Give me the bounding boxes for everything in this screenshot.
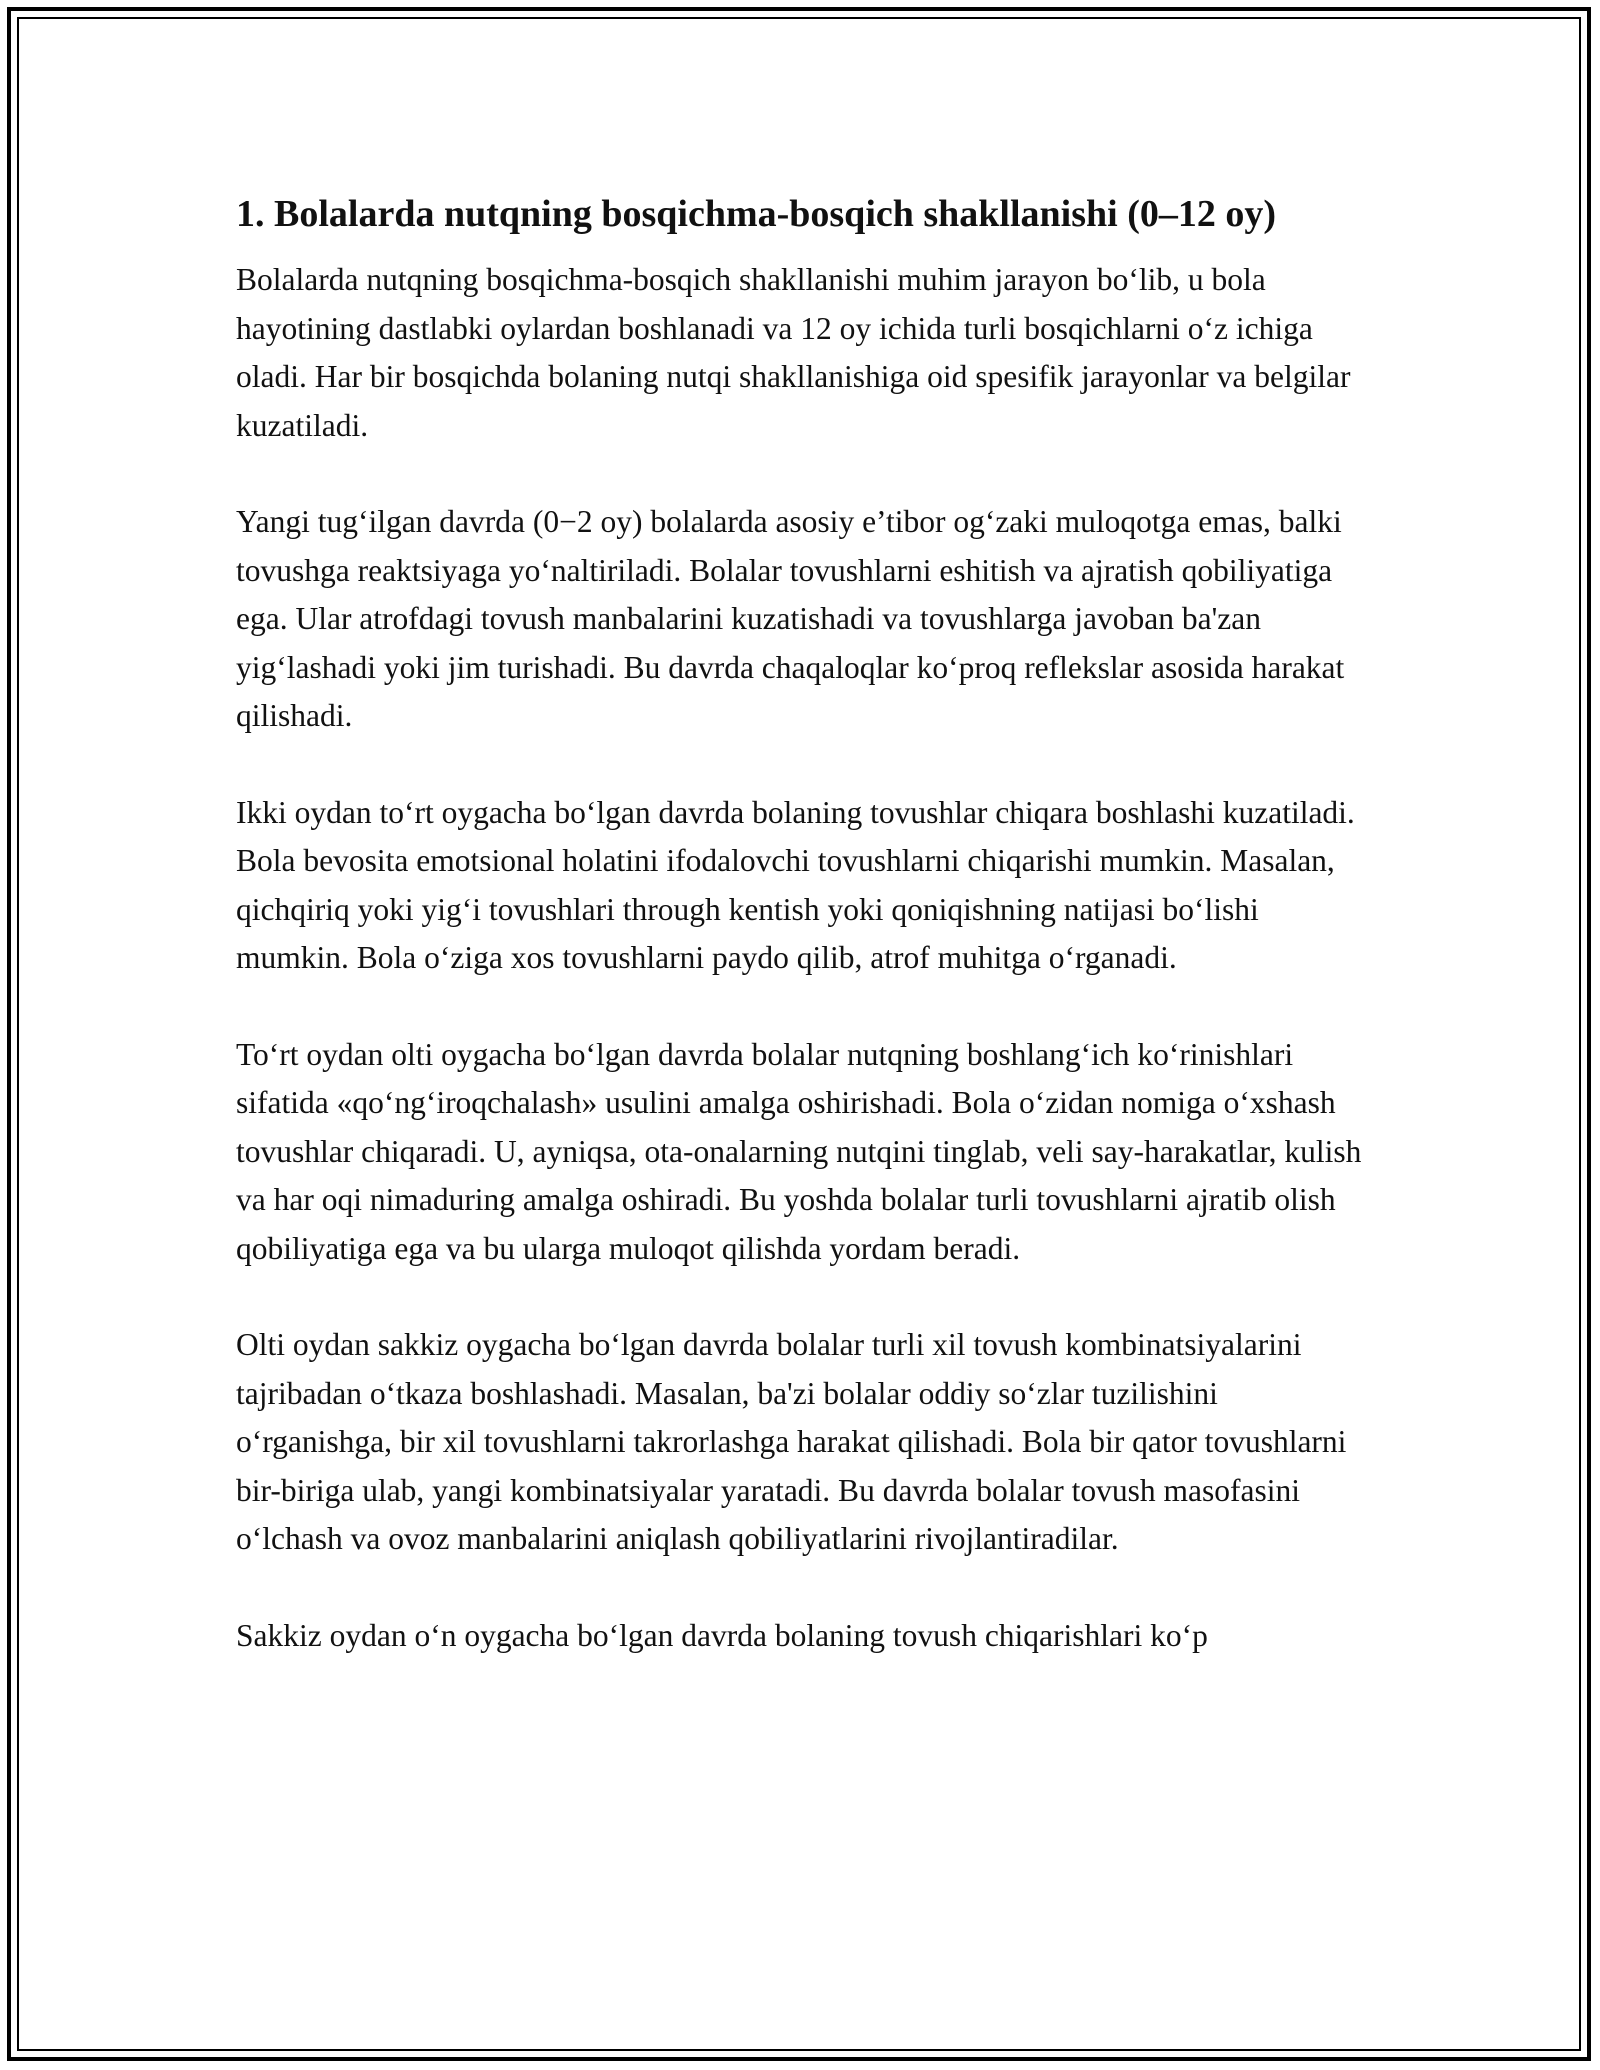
paragraph-six-to-eight-months: Olti oydan sakkiz oygacha bo‘lgan davrda bolalar turli xil tovush kombinatsiyalarini tajribadan o‘tkaza boshlashadi. Masalan, ba'zi bolalar oddiy so‘zlar tuzilishini o‘rganishga, bir xil tovushlarni takrorlashga harakat qilishadi. Bola bir qator tovushlarni bir-biriga ulab, yangi kombinatsiyalar yaratadi. Bu davrda bolalar tovush masofasini o‘lchash va ovoz manbalarini aniqlash qobiliyatlarini rivojlantiradilar.	[236, 1327, 1347, 1556]
paragraph-eight-to-ten-months: Sakkiz oydan o‘n oygacha bo‘lgan davrda bolaning tovush chiqarishlari ko‘p	[236, 1617, 1208, 1653]
paragraph-four-to-six-months: To‘rt oydan olti oygacha bo‘lgan davrda bolalar nutqning boshlang‘ich ko‘rinishlari sifatida «qo‘ng‘iroqchalash» usulini amalga oshirishadi. Bola o‘zidan nomiga o‘xshash tovushlar chiqaradi. U, ayniqsa, ota-onalarning nutqini tinglab, veli say-harakatlar, kulish va har oqi nimaduring amalga oshiradi. Bu yoshda bolalar turli tovushlarni ajratib olish qobiliyatiga ega va bu ularga muloqot qilishda yordam beradi.	[236, 1036, 1362, 1266]
paragraph-intro: Bolalarda nutqning bosqichma-bosqich shakllanishi muhim jarayon bo‘lib, u bola hayotining dastlabki oylardan boshlanadi va 12 oy ichida turli bosqichlarni o‘z ichiga oladi. Har bir bosqichda bolaning nutqi shakllanishiga oid spesifik jarayonlar va belgilar kuzatiladi.	[236, 262, 1351, 443]
paragraph-two-to-four-months: Ikki oydan to‘rt oygacha bo‘lgan davrda bolaning tovushlar chiqara boshlashi kuzatiladi. Bola bevosita emotsional holatini ifodalovchi tovushlarni chiqarishi mumkin. Masalan, qichqiriq yoki yig‘i tovushlari through kentish yoki qoniqishning natijasi bo‘lishi mumkin. Bola o‘ziga xos tovushlarni paydo qilib, atrof muhitga o‘rganadi.	[236, 794, 1355, 975]
section-heading: 1. Bolalarda nutqning bosqichma-bosqich shakllanishi (0–12 oy)	[236, 193, 1277, 235]
paragraph-newborn: Yangi tug‘ilgan davrda (0−2 oy) bolalarda asosiy e’tibor og‘zaki muloqotga emas, balki tovushga reaktsiyaga yo‘naltiriladi. Bolalar tovushlarni eshitish va ajratish qobiliyatiga ega. Ular atrofdagi tovush manbalarini kuzatishadi va tovushlarga javoban ba'zan yig‘lashadi yoki jim turishadi. Bu davrda chaqaloqlar ko‘proq reflekslar asosida harakat qilishadi.	[236, 504, 1345, 733]
document-body	[236, 186, 1376, 1660]
